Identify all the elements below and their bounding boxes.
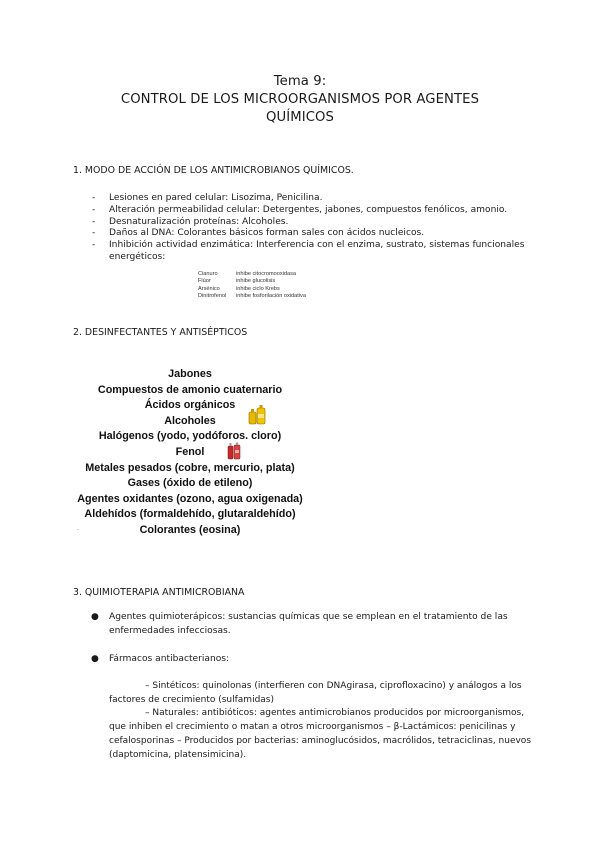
- title-line-2: CONTROL DE LOS MICROORGANISMOS POR AGENTES: [120, 92, 480, 107]
- list-item: Alcoholes: [164, 414, 216, 427]
- table-row: Flúor inhibe glucolisis: [198, 278, 276, 285]
- list-item: ● Fármacos antibacterianos:: [91, 654, 230, 664]
- disinfectant-list: [70, 367, 310, 539]
- list-item: Colorantes (eosina): [139, 523, 241, 536]
- list-item: Agentes oxidantes (ozono, agua oxigenada): [77, 492, 303, 505]
- synthetic-line-1: – Sintéticos: quinolonas (interfieren con DNAgirasa, ciprofloxacino) y análogos a los: [145, 681, 522, 691]
- yellow-bottles-icon: [247, 404, 269, 426]
- section-1-list: [92, 193, 529, 264]
- synthetic-line-2: factores de crecimiento (sulfamidas): [109, 695, 274, 705]
- section-2-heading: 2. DESINFECTANTES Y ANTISÉPTICOS: [73, 327, 248, 338]
- list-item: Jabones: [168, 368, 212, 380]
- list-item: Metales pesados (cobre, mercurio, plata): [85, 461, 295, 474]
- list-item: - Desnaturalización proteínas: Alcoholes.: [92, 216, 289, 227]
- list-item: Halógenos (yodo, yodóforos. cloro): [98, 430, 282, 443]
- list-item: - Lesiones en pared celular: Lisozima, Penicilina.: [92, 193, 323, 203]
- title-line-3: QUÍMICOS: [266, 110, 334, 125]
- section-3-heading: 3. QUIMIOTERAPIA ANTIMICROBIANA: [73, 587, 245, 598]
- image-caption-mark: •: [77, 528, 80, 532]
- list-item: - Alteración permeabilidad celular: Detergentes, jabones, compuestos fenólicos, amonio.: [92, 204, 508, 215]
- section-3-bullet-2: [91, 653, 529, 667]
- title-line-1: Tema 9:: [273, 74, 327, 89]
- list-item: Aldehídos (formaldehído, glutaraldehído): [84, 508, 296, 521]
- list-item: Ácidos orgánicos: [144, 399, 236, 412]
- section-1-heading: 1. MODO DE ACCIÓN DE LOS ANTIMICROBIANOS QUÍMICOS.: [73, 165, 354, 176]
- red-bottle-icon: [227, 442, 241, 460]
- table-row: Cianuro inhibe citocromooxidasa: [198, 271, 297, 277]
- list-item: ● Agentes quimioterápicos: sustancias químicas que se emplean en el tratamiento de las enfermedades infecciosas.: [91, 612, 508, 636]
- natural-line-4: (daptomicina, platensimicina).: [109, 750, 247, 760]
- list-item: Fenol: [175, 445, 205, 458]
- list-item: Compuestos de amonio cuaternario: [97, 383, 283, 396]
- list-item: - Daños al DNA: Colorantes básicos forman sales con ácidos nucleicos.: [92, 228, 425, 239]
- natural-line-3: cefalosporinas – Producidos por bacterias: aminoglucósidos, macrólidos, tetraciclinas, nuevos: [109, 736, 532, 746]
- section-3-bullet-1: [91, 611, 529, 638]
- document-title: [0, 73, 600, 127]
- table-row: Arsénico inhibe ciclo Krebs: [198, 285, 280, 292]
- list-item: - Inhibición actividad enzimática: Interferencia con el enzima, sustrato, sistemas funcionales energéticos:: [92, 240, 525, 262]
- table-row: Dinitrofenol inhibe fosforilación oxidativa: [198, 292, 306, 299]
- natural-line-2: que inhiben el crecimiento o matan a otros microorganismos – β-Lactámicos: penicilinas y: [109, 722, 516, 732]
- natural-line-1: – Naturales: antibióticos: agentes antimicrobianos producidos por microorganismos,: [145, 708, 525, 718]
- enzyme-inhibitor-table: [198, 271, 306, 300]
- list-item: Gases (óxido de etileno): [127, 477, 253, 490]
